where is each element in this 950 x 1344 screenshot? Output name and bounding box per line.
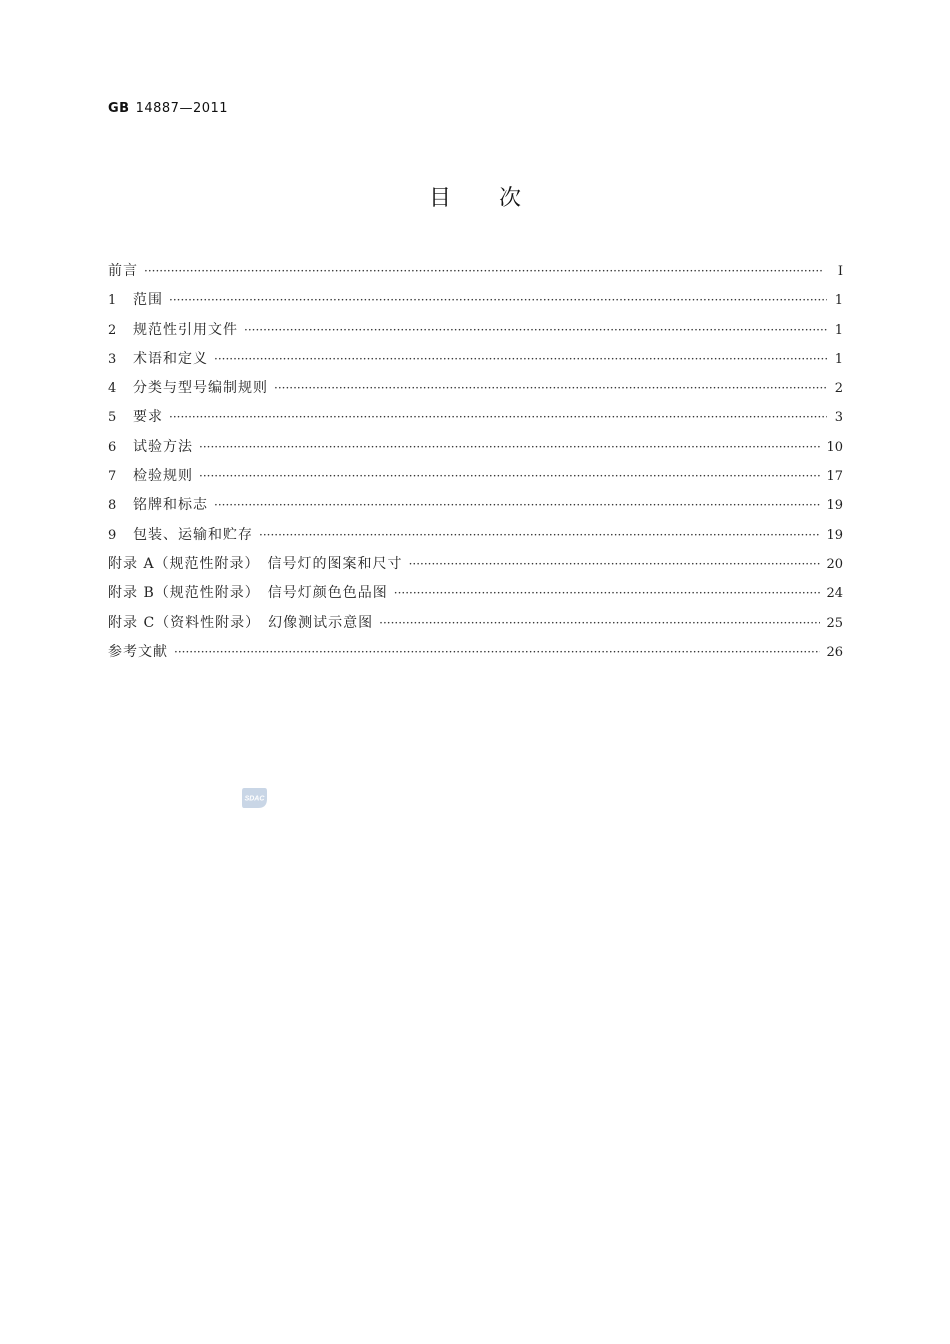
- toc-leader-dots: [199, 433, 820, 462]
- toc-entry-label: 包装、运输和贮存: [133, 526, 253, 543]
- toc-entry-label: 附录 C（资料性附录） 幻像测试示意图: [108, 614, 374, 631]
- toc-entry-page: 1: [834, 322, 843, 338]
- toc-entry-label: 分类与型号编制规则: [133, 380, 268, 397]
- toc-entry-label: 参考文献: [108, 643, 168, 660]
- toc-entry-4[interactable]: [108, 374, 843, 403]
- toc-entry-2[interactable]: [108, 316, 843, 345]
- page-title: 目次: [428, 186, 569, 211]
- toc-leader-dots: [174, 638, 820, 667]
- toc-entry-3[interactable]: [108, 345, 843, 374]
- table-of-contents: [108, 257, 843, 667]
- toc-entry-label: 铭牌和标志: [133, 497, 208, 514]
- toc-entry-label: 附录 A（规范性附录） 信号灯的图案和尺寸: [108, 555, 403, 572]
- toc-entry-1[interactable]: [108, 286, 843, 315]
- toc-entry-label: 前言: [108, 263, 138, 279]
- toc-leader-dots: [214, 491, 820, 520]
- toc-leader-dots: [244, 316, 827, 345]
- toc-entry-annex-b[interactable]: [108, 579, 843, 608]
- toc-entry-foreword[interactable]: [108, 257, 843, 286]
- watermark-logo-icon: [241, 787, 268, 809]
- toc-entry-page: 3: [834, 410, 843, 426]
- toc-leader-dots: [144, 257, 827, 286]
- toc-entry-label: 术语和定义: [133, 350, 208, 367]
- toc-entry-page: 17: [826, 469, 843, 485]
- toc-entry-annex-a[interactable]: [108, 550, 843, 579]
- toc-entry-annex-c[interactable]: [108, 609, 843, 638]
- toc-entry-7[interactable]: [108, 462, 843, 491]
- toc-entry-page: 24: [826, 586, 843, 602]
- toc-entry-number: 7: [108, 469, 117, 485]
- toc-entry-5[interactable]: [108, 403, 843, 432]
- toc-entry-label: 要求: [133, 409, 163, 426]
- toc-entry-6[interactable]: [108, 433, 843, 462]
- toc-entry-page: 1: [834, 293, 843, 309]
- toc-leader-dots: [199, 462, 820, 491]
- toc-leader-dots: [409, 550, 821, 579]
- toc-leader-dots: [259, 521, 820, 550]
- toc-entry-number: 4: [108, 381, 117, 397]
- standard-number: [108, 101, 228, 116]
- toc-entry-number: 3: [108, 351, 117, 367]
- toc-entry-label: 规范性引用文件: [133, 321, 238, 338]
- toc-leader-dots: [214, 345, 827, 374]
- toc-entry-8[interactable]: [108, 491, 843, 520]
- toc-entry-page: 1: [834, 351, 843, 367]
- toc-entry-label: 范围: [133, 292, 163, 309]
- toc-entry-page: 19: [826, 498, 843, 514]
- toc-entry-9[interactable]: [108, 521, 843, 550]
- toc-entry-number: 2: [108, 322, 117, 338]
- toc-leader-dots: [379, 609, 820, 638]
- toc-entry-label: 试验方法: [133, 438, 193, 455]
- standard-prefix: GB: [108, 101, 130, 116]
- toc-entry-number: 8: [108, 498, 117, 514]
- toc-entry-page: 20: [826, 556, 843, 572]
- toc-entry-number: 5: [108, 410, 117, 426]
- toc-leader-dots: [169, 403, 827, 432]
- toc-entry-bibliography[interactable]: [108, 638, 843, 667]
- toc-entry-number: 9: [108, 527, 117, 543]
- standard-code: 14887—2011: [135, 101, 229, 116]
- toc-leader-dots: [394, 579, 821, 608]
- toc-leader-dots: [169, 286, 827, 315]
- toc-entry-page: 10: [826, 439, 843, 455]
- toc-entry-label: 附录 B（规范性附录） 信号灯颜色色品图: [108, 585, 388, 602]
- toc-entry-number: 1: [108, 293, 117, 309]
- watermark-logo-text: SDAC: [244, 795, 265, 803]
- toc-entry-number: 6: [108, 439, 117, 455]
- toc-entry-page: 26: [826, 644, 843, 660]
- toc-entry-label: 检验规则: [133, 468, 193, 485]
- toc-entry-page: Ⅰ: [837, 264, 843, 279]
- toc-leader-dots: [274, 374, 827, 403]
- toc-entry-page: 2: [834, 381, 843, 397]
- toc-entry-page: 25: [826, 615, 843, 631]
- toc-entry-page: 19: [826, 527, 843, 543]
